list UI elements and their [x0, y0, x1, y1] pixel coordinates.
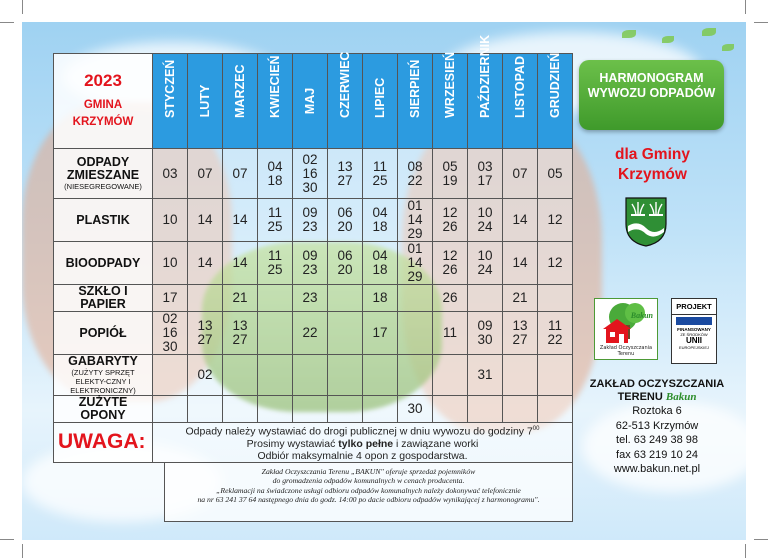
date-cell: [433, 355, 468, 396]
eu-project-badge: [671, 298, 717, 364]
pickup-date: 06: [337, 248, 353, 263]
eu-flag-icon: [676, 317, 712, 325]
date-cell: [328, 199, 363, 242]
date-cell: [328, 242, 363, 285]
date-cell: [503, 199, 538, 242]
pickup-date: 10: [162, 255, 178, 270]
pickup-date: 20: [337, 219, 353, 234]
company-fax: fax 63 219 10 24: [616, 448, 698, 461]
month-header: [363, 54, 398, 149]
month-header: [223, 54, 258, 149]
month-header: [538, 54, 573, 149]
date-cell: [538, 396, 573, 423]
date-cell: [293, 355, 328, 396]
pickup-date: 12: [547, 255, 563, 270]
date-cell: [538, 285, 573, 312]
pickup-date: 10: [477, 205, 493, 220]
pickup-date: 18: [372, 290, 388, 305]
company-city: 62-513 Krzymów: [615, 419, 699, 432]
pickup-date: 25: [267, 262, 283, 277]
pickup-date: 16: [162, 325, 178, 340]
date-cell: [188, 149, 223, 199]
leaf-decoration: [622, 30, 636, 38]
pickup-date: 14: [407, 212, 423, 227]
date-cell: [398, 355, 433, 396]
date-cell: [153, 199, 188, 242]
date-cell: [363, 285, 398, 312]
date-cell: [538, 312, 573, 355]
pickup-date: 21: [512, 290, 528, 305]
date-cell: [363, 355, 398, 396]
date-cell: [398, 242, 433, 285]
date-cell: [503, 242, 538, 285]
pickup-date: 23: [302, 290, 318, 305]
uwaga-line-3: Odbiór maksymalnie 4 opon z gospodarstwa.: [257, 449, 468, 462]
pickup-date: 14: [232, 212, 248, 227]
row-label-sub: (ZUŻYTY SPRZĘT ELEKTY-CZNY I ELEKTRONICZNY): [70, 368, 136, 395]
crop-mark: [745, 544, 746, 558]
pickup-date: 19: [442, 172, 458, 188]
date-cell: [398, 396, 433, 423]
date-cell: [223, 285, 258, 312]
month-label: MARZEC: [233, 64, 247, 118]
pickup-date: 26: [442, 290, 458, 305]
date-cell: [258, 285, 293, 312]
pickup-date: 30: [407, 401, 423, 416]
date-cell: [258, 199, 293, 242]
pickup-date: 13: [337, 158, 353, 174]
date-cell: [188, 199, 223, 242]
date-cell: [538, 242, 573, 285]
date-cell: [363, 312, 398, 355]
company-tel: tel. 63 249 38 98: [616, 434, 698, 446]
row-label: [54, 355, 153, 396]
month-header: [328, 51, 363, 149]
crop-mark: [0, 539, 14, 540]
pickup-date: 25: [267, 219, 283, 234]
schedule-row: [54, 149, 573, 199]
schedule-row: [54, 199, 573, 242]
date-cell: [223, 355, 258, 396]
month-header: [188, 54, 223, 149]
pickup-date: 11: [372, 158, 387, 174]
crop-mark: [0, 22, 14, 23]
date-cell: [398, 199, 433, 242]
pickup-date: 18: [372, 262, 388, 277]
pickup-date: 02: [162, 311, 178, 326]
pickup-date: 05: [442, 158, 458, 174]
date-cell: [503, 355, 538, 396]
uwaga-line-2-post: i zawiązane worki: [393, 437, 479, 450]
date-cell: [433, 199, 468, 242]
pickup-date: 31: [477, 367, 493, 382]
row-label-text: BIOODPADY: [65, 255, 141, 270]
bakun-logo: [594, 298, 658, 360]
pickup-date: 04: [267, 158, 283, 174]
schedule-row: [54, 312, 573, 355]
month-header: [258, 54, 293, 149]
date-cell: [153, 355, 188, 396]
row-label-text: POPIÓŁ: [79, 325, 127, 340]
pickup-date: 10: [162, 212, 178, 227]
pickup-date: 23: [302, 219, 318, 234]
company-brand: Bakun: [665, 391, 697, 403]
date-cell: [363, 396, 398, 423]
date-cell: [538, 149, 573, 199]
date-cell: [398, 312, 433, 355]
pickup-date: 12: [547, 212, 563, 227]
schedule-row: [54, 355, 573, 396]
date-cell: [328, 396, 363, 423]
date-cell: [503, 285, 538, 312]
row-label-text: PLASTIK: [76, 212, 130, 227]
pickup-date: 30: [477, 332, 493, 347]
date-cell: [433, 285, 468, 312]
uwaga-line-1-text: Odpady należy wystawiać do drogi publicznej w dniu wywozu do godziny 7: [185, 425, 533, 438]
projekt-eu: EUROPEJSKIEJ: [678, 345, 709, 350]
schedule-table: [53, 34, 573, 463]
leaf-decoration: [662, 36, 674, 43]
schedule-row: [54, 242, 573, 285]
month-header: [153, 54, 188, 149]
footer-line: na nr 63 241 37 64 następnego dnia do godz. 14:00 po dacie odbioru odpadów wynikającej z harmonogramu".: [197, 495, 540, 505]
company-name-terenu: TERENU: [617, 391, 663, 403]
pickup-date: 18: [372, 219, 388, 234]
pickup-date: 07: [512, 165, 528, 181]
pickup-date: 14: [407, 255, 423, 270]
pickup-date: 03: [162, 165, 178, 181]
pickup-date: 21: [232, 290, 248, 305]
uwaga-line-2-pre: Prosimy wystawiać: [246, 437, 339, 450]
date-cell: [293, 396, 328, 423]
pickup-date: 14: [232, 255, 248, 270]
pickup-date: 13: [232, 318, 248, 333]
company-name-2: [582, 391, 732, 404]
crop-mark: [754, 539, 768, 540]
pickup-date: 03: [477, 158, 493, 174]
row-label-sub: (NIESEGREGOWANE): [64, 182, 142, 191]
month-label: CZERWIEC: [338, 51, 352, 118]
pickup-date: 07: [232, 165, 248, 181]
date-cell: [433, 242, 468, 285]
pickup-date: 22: [302, 325, 318, 340]
date-cell: [398, 285, 433, 312]
pickup-date: 13: [197, 318, 213, 333]
pickup-date: 22: [547, 332, 563, 347]
date-cell: [153, 396, 188, 423]
date-cell: [223, 396, 258, 423]
pickup-date: 08: [407, 158, 423, 174]
pickup-date: 27: [512, 332, 528, 347]
row-label: [54, 312, 153, 355]
row-label: [54, 242, 153, 285]
footer-line: Zakład Oczyszczania Terenu „BAKUN" oferuje sprzedaż pojemników: [261, 467, 476, 476]
row-label: [54, 396, 153, 423]
gmina-label: GMINA KRZYMÓW: [72, 99, 134, 128]
year-corner: [54, 54, 153, 149]
date-cell: [258, 355, 293, 396]
pickup-date: 14: [197, 212, 213, 227]
date-cell: [188, 242, 223, 285]
row-label-text: SZKŁO I PAPIER: [78, 284, 128, 311]
month-label: STYCZEŃ: [163, 59, 177, 118]
date-cell: [468, 242, 503, 285]
date-cell: [258, 312, 293, 355]
pickup-date: 04: [372, 205, 388, 220]
pickup-date: 12: [442, 248, 458, 263]
date-cell: [398, 149, 433, 199]
company-info: [582, 378, 732, 477]
date-cell: [468, 149, 503, 199]
pickup-date: 01: [407, 241, 423, 256]
pickup-date: 17: [372, 325, 388, 340]
projekt-ze: ZE ŚRODKÓW: [680, 332, 708, 337]
pickup-date: 30: [162, 339, 178, 354]
month-header: [398, 54, 433, 149]
pickup-date: 11: [547, 318, 562, 333]
dla-gminy-title: dla Gminy Krzymów: [615, 146, 690, 183]
pickup-date: 20: [337, 262, 353, 277]
date-cell: [258, 396, 293, 423]
pickup-date: 22: [407, 172, 423, 188]
date-cell: [223, 312, 258, 355]
schedule-row: [54, 396, 573, 423]
month-label: LIPIEC: [373, 77, 387, 118]
month-header: [503, 54, 538, 149]
leaf-decoration: [702, 28, 716, 36]
row-label: [54, 149, 153, 199]
date-cell: [468, 312, 503, 355]
date-cell: [468, 355, 503, 396]
coat-of-arms-icon: [624, 196, 668, 248]
bakun-logo-name: Bakun: [630, 311, 653, 320]
pickup-date: 11: [442, 325, 457, 340]
company-street: Roztoka 6: [632, 405, 682, 417]
date-cell: [258, 149, 293, 199]
date-cell: [433, 149, 468, 199]
date-cell: [293, 242, 328, 285]
crop-mark: [745, 0, 746, 14]
pickup-date: 26: [442, 219, 458, 234]
date-cell: [153, 149, 188, 199]
pickup-date: 11: [267, 248, 282, 263]
date-cell: [363, 149, 398, 199]
date-cell: [433, 396, 468, 423]
leaf-decoration: [722, 44, 734, 51]
pickup-date: 12: [442, 205, 458, 220]
date-cell: [503, 149, 538, 199]
pickup-date: 10: [477, 248, 493, 263]
pickup-date: 06: [337, 205, 353, 220]
pickup-date: 09: [302, 205, 318, 220]
schedule-row: [54, 285, 573, 312]
company-name-1: ZAKŁAD OCZYSZCZANIA: [589, 378, 725, 390]
month-label: MAJ: [303, 87, 317, 115]
pickup-date: 04: [372, 248, 388, 263]
month-label: LISTOPAD: [513, 55, 527, 118]
pickup-date: 26: [442, 262, 458, 277]
crop-mark: [22, 544, 23, 558]
date-cell: [363, 199, 398, 242]
date-cell: [328, 312, 363, 355]
row-label-text: ODPADY ZMIESZANE: [66, 155, 140, 182]
year-label: 2023: [84, 71, 122, 90]
date-cell: [363, 242, 398, 285]
date-cell: [293, 285, 328, 312]
pickup-date: 07: [197, 165, 213, 181]
pickup-date: 27: [232, 332, 248, 347]
pickup-date: 29: [407, 226, 423, 241]
footer-note: [164, 462, 573, 522]
footer-line: do gromadzenia odpadów komunalnych w cenach producenta.: [272, 476, 465, 486]
month-label: KWIECIEŃ: [268, 55, 282, 118]
month-label: LUTY: [198, 84, 212, 118]
date-cell: [188, 285, 223, 312]
tree-house-icon: [595, 299, 659, 349]
uwaga-line-2-bold: tylko pełne: [338, 437, 394, 450]
company-www[interactable]: www.bakun.net.pl: [613, 463, 701, 475]
pickup-date: 17: [162, 290, 178, 305]
projekt-financed: FINANSOWANY: [677, 327, 711, 332]
crop-mark: [22, 0, 23, 14]
month-header-row: [54, 54, 573, 149]
uwaga-text: [153, 423, 573, 463]
date-cell: [468, 396, 503, 423]
month-label: WRZESIEŃ: [443, 52, 457, 118]
date-cell: [293, 199, 328, 242]
pickup-date: 11: [267, 205, 282, 220]
uwaga-line-1-sup: 00: [532, 426, 540, 432]
date-cell: [153, 285, 188, 312]
date-cell: [503, 396, 538, 423]
month-header: [433, 54, 468, 149]
schedule-rows: [54, 149, 573, 423]
row-label: [54, 285, 153, 312]
pickup-date: 14: [197, 255, 213, 270]
month-header: [293, 54, 328, 149]
pickup-date: 02: [197, 367, 213, 382]
pickup-date: 02: [302, 151, 318, 167]
projekt-unii: UNII: [686, 336, 702, 345]
projekt-title: PROJEKT: [672, 299, 716, 315]
pickup-date: 27: [197, 332, 213, 347]
row-label-text: GABARYTY: [68, 354, 138, 368]
uwaga-label: UWAGA:: [54, 423, 153, 463]
pickup-date: 16: [302, 165, 318, 181]
row-label-text: ZUŻYTE OPONY: [78, 395, 128, 422]
date-cell: [188, 355, 223, 396]
title-banner: HARMONOGRAM WYWOZU ODPADÓW: [579, 60, 724, 130]
row-label: [54, 199, 153, 242]
pickup-date: 27: [337, 172, 353, 188]
pickup-date: 17: [477, 172, 493, 188]
date-cell: [223, 199, 258, 242]
crop-mark: [754, 22, 768, 23]
date-cell: [223, 149, 258, 199]
pickup-date: 30: [302, 179, 318, 195]
date-cell: [223, 242, 258, 285]
month-header: [468, 34, 503, 149]
pickup-date: 13: [512, 318, 528, 333]
date-cell: [188, 312, 223, 355]
pickup-date: 14: [512, 212, 528, 227]
pickup-date: 24: [477, 219, 493, 234]
date-cell: [538, 199, 573, 242]
date-cell: [188, 396, 223, 423]
date-cell: [153, 312, 188, 355]
uwaga-line-1: [153, 423, 572, 438]
pickup-date: 01: [407, 198, 423, 213]
footer-line: „Reklamacji na świadczone usługi odbioru odpadów komunalnych należy dokonywać telefonicznie: [216, 485, 521, 495]
date-cell: [328, 285, 363, 312]
bakun-logo-caption: Zakład Oczyszczania Terenu: [599, 345, 653, 357]
date-cell: [153, 242, 188, 285]
date-cell: [433, 312, 468, 355]
date-cell: [293, 312, 328, 355]
pickup-date: 29: [407, 269, 423, 284]
date-cell: [328, 149, 363, 199]
month-label: SIERPIEŃ: [408, 59, 422, 118]
pickup-date: 23: [302, 262, 318, 277]
date-cell: [468, 199, 503, 242]
pickup-date: 05: [547, 165, 563, 181]
month-label: GRUDZIEŃ: [548, 52, 562, 118]
date-cell: [328, 355, 363, 396]
uwaga-line-2: [153, 438, 572, 450]
date-cell: [293, 149, 328, 199]
pickup-date: 09: [302, 248, 318, 263]
pickup-date: 09: [477, 318, 493, 333]
date-cell: [468, 285, 503, 312]
pickup-date: 25: [372, 172, 388, 188]
pickup-date: 14: [512, 255, 528, 270]
date-cell: [503, 312, 538, 355]
month-label: PAŹDZIERNIK: [478, 34, 492, 118]
pickup-date: 24: [477, 262, 493, 277]
date-cell: [258, 242, 293, 285]
date-cell: [538, 355, 573, 396]
pickup-date: 18: [267, 172, 283, 188]
uwaga-row: [54, 423, 573, 463]
